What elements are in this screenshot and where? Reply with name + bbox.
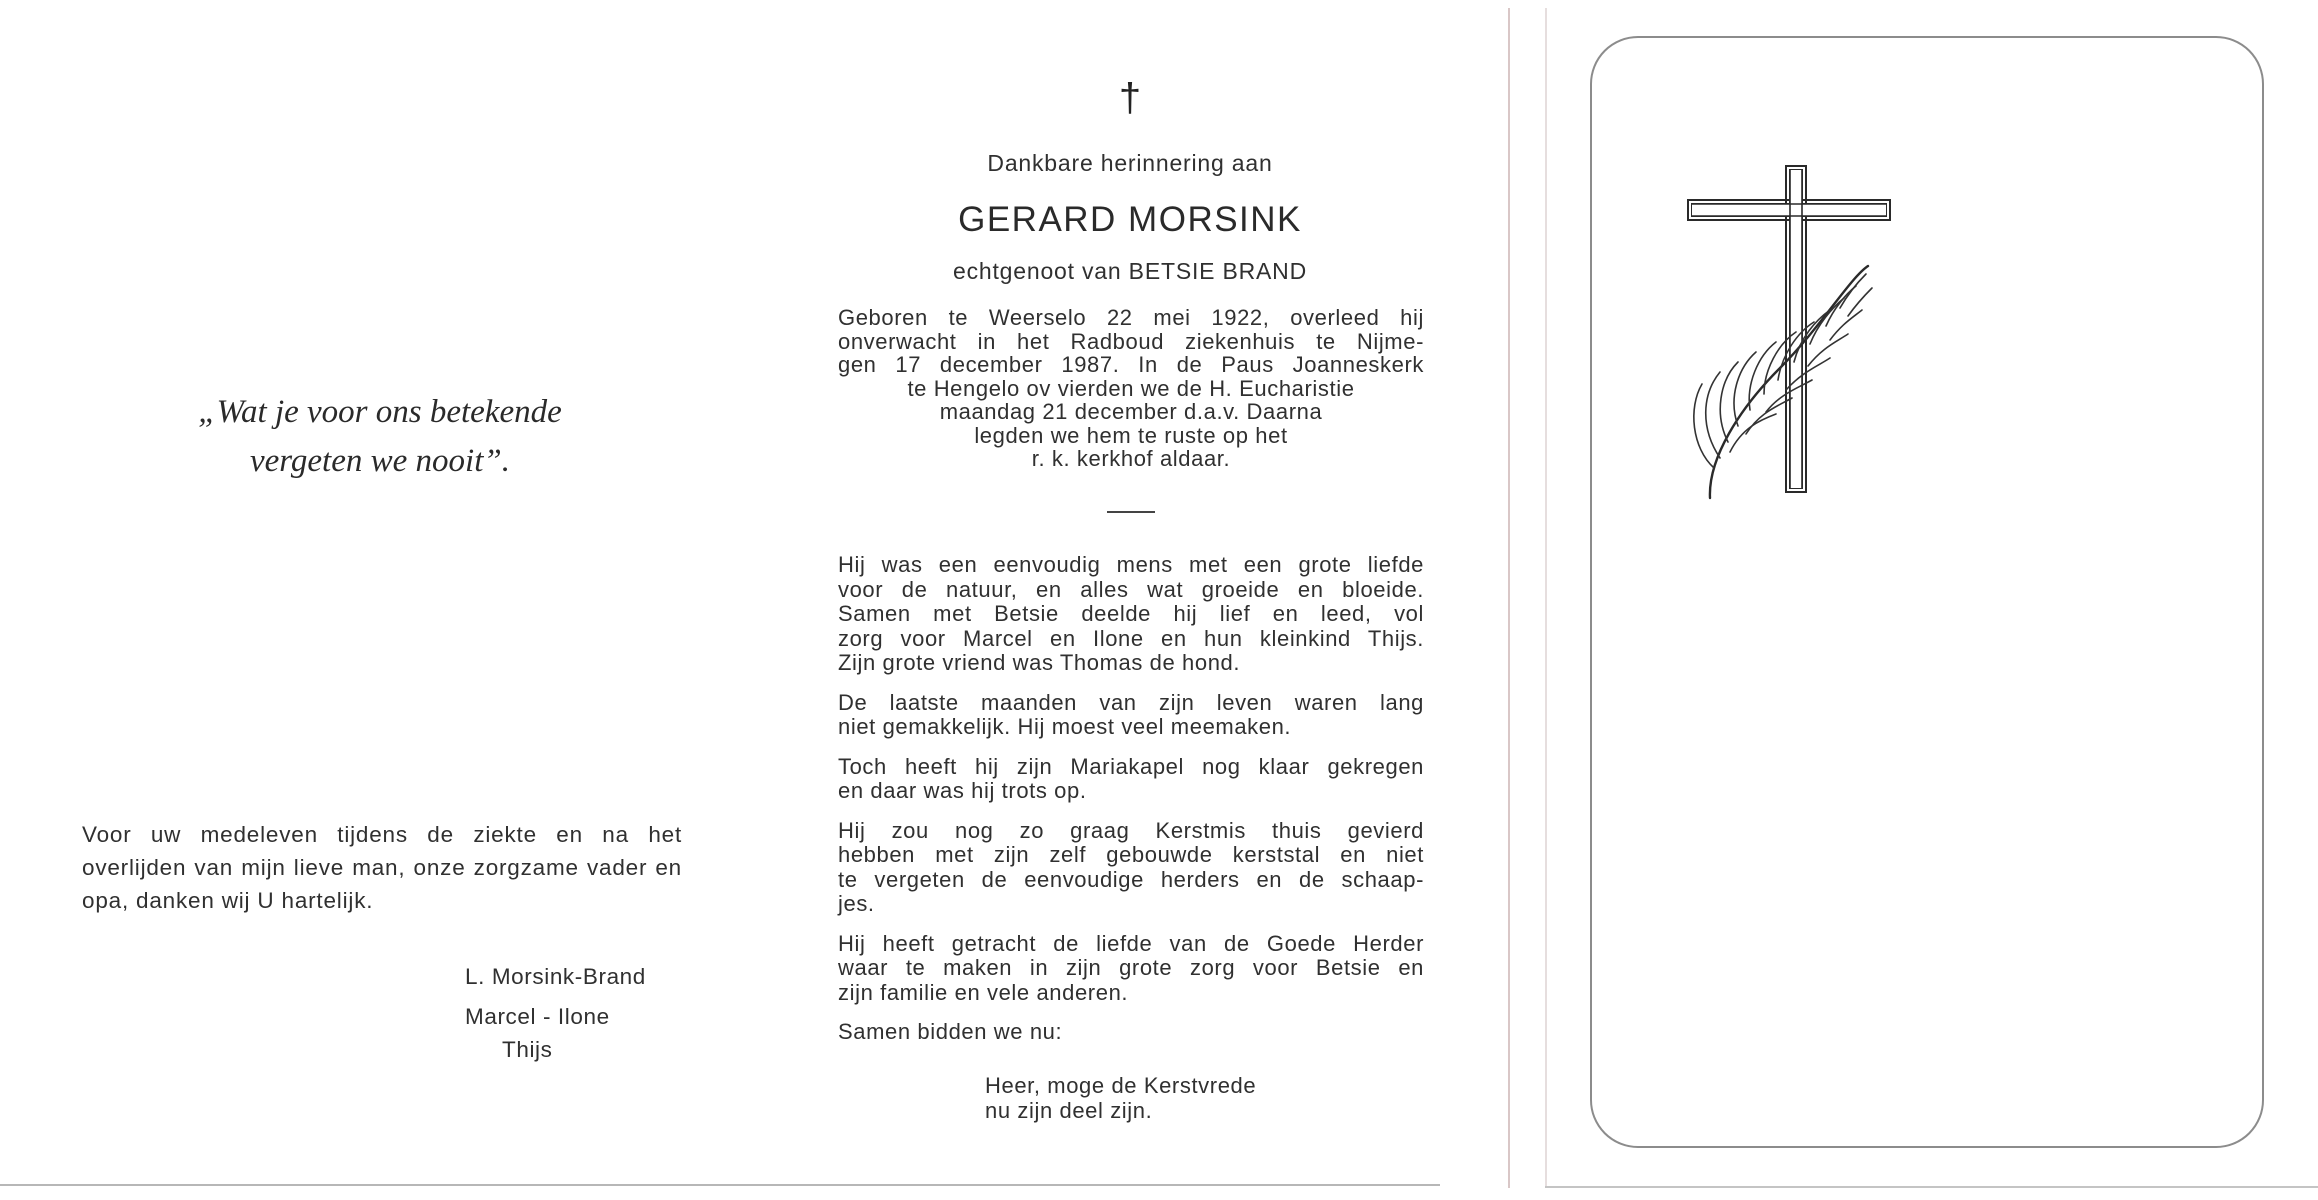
eulogy-line: niet gemakkelijk. Hij moest veel meemaken.	[838, 714, 1292, 739]
eulogy-line: De laatste maanden van zijn leven waren lang	[838, 689, 1424, 715]
small-cross-icon: †	[1118, 76, 1142, 120]
eulogy-line: Hij heeft getracht de liefde van de Goede Herder	[838, 930, 1424, 956]
eulogy-line: Samen met Betsie deelde hij lief en leed, vol	[838, 601, 1424, 626]
intro-text: Dankbare herinnering aan	[987, 150, 1273, 176]
eulogy-line: hebben met zijn zelf gebouwde kerststal en niet	[838, 842, 1424, 867]
bio-line: legden we hem te ruste op het	[974, 422, 1288, 448]
deceased-name: GERARD MORSINK	[958, 200, 1302, 239]
section-divider	[1107, 511, 1155, 513]
biography	[838, 306, 1424, 471]
eulogy-paragraph	[838, 755, 1424, 804]
eulogy-line: Hij was een eenvoudig mens met een grote liefde	[838, 552, 1424, 577]
eulogy-paragraph	[838, 819, 1424, 917]
eulogy-line: en daar was hij trots op.	[838, 778, 1087, 803]
eulogy-paragraph	[838, 1020, 1424, 1045]
eulogy-line: zijn familie en vele anderen.	[838, 979, 1129, 1005]
eulogy-line: waar te maken in zijn grote zorg voor Betsie en	[838, 955, 1424, 980]
eulogy-line: Hij zou nog zo graag Kerstmis thuis gevierd	[838, 817, 1424, 843]
prayer-line-2: nu zijn deel zijn.	[985, 1098, 1153, 1123]
signature-line-3: Thijs	[502, 1037, 553, 1062]
eulogy-line: Zijn grote vriend was Thomas de hond.	[838, 650, 1241, 675]
fold-line	[1508, 8, 1510, 1188]
thanks-text: Voor uw medeleven tijdens de ziekte en na het overlijden van mijn lieve man, onze zorgzame vader en opa, danken wij U hartelijk.	[82, 822, 682, 913]
bottom-edge-right	[1545, 1186, 2318, 1188]
spouse-text: echtgenoot van BETSIE BRAND	[953, 258, 1307, 284]
eulogy-line: zorg voor Marcel en Ilone en hun kleinkind Thijs.	[838, 625, 1424, 651]
eulogy-line: voor de natuur, en alles wat groeide en bloeide.	[838, 576, 1424, 602]
bio-line: gen 17 december 1987. In de Paus Joanneskerk	[838, 352, 1424, 377]
eulogy-paragraph	[838, 932, 1424, 1006]
fold-line-inner	[1545, 8, 1547, 1188]
bio-line: te Hengelo ov vierden we de H. Eucharistie	[907, 375, 1355, 401]
eulogy-paragraph	[838, 553, 1424, 676]
bottom-edge	[0, 1184, 1440, 1186]
bio-line: r. k. kerkhof aldaar.	[1031, 446, 1231, 471]
signature-line-1: L. Morsink-Brand	[465, 964, 646, 989]
bio-line: onverwacht in het Radboud ziekenhuis te Nijme-	[838, 328, 1424, 354]
eulogy-paragraph	[838, 691, 1424, 740]
eulogy-line: te vergeten de eenvoudige herders en de schaap-	[838, 866, 1424, 892]
cross-with-palm-icon	[1680, 158, 1900, 508]
quote-line-1: „Wat je voor ons betekende	[198, 394, 562, 430]
eulogy-line: jes.	[838, 891, 875, 916]
eulogy-text	[838, 553, 1424, 1060]
signature-line-2: Marcel - Ilone	[465, 1004, 610, 1029]
bio-line: Geboren te Weerselo 22 mei 1922, overleed hij	[838, 305, 1424, 330]
prayer-text	[985, 1073, 1256, 1123]
signature-block	[465, 957, 646, 1070]
eulogy-line: Toch heeft hij zijn Mariakapel nog klaar gekregen	[838, 753, 1424, 779]
eulogy-line: Samen bidden we nu:	[838, 1019, 1063, 1044]
memorial-quote	[110, 388, 650, 486]
bio-line: maandag 21 december d.a.v. Daarna	[939, 399, 1323, 424]
prayer-line-1: Heer, moge de Kerstvrede	[985, 1073, 1257, 1098]
quote-line-2: vergeten we nooit”.	[250, 443, 510, 479]
